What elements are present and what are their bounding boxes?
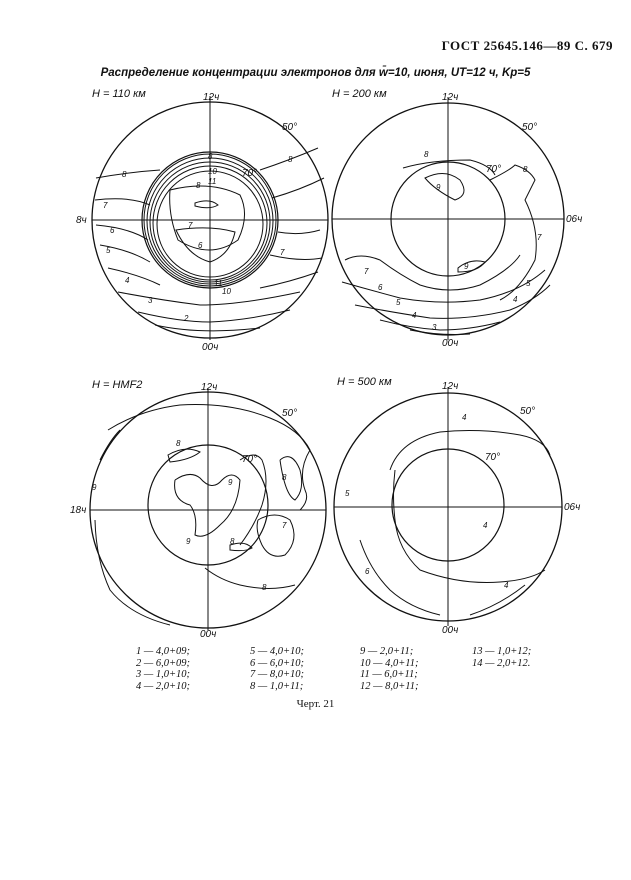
contour-label: 7	[282, 521, 287, 530]
legend-item: 6 — 6,0+10;	[250, 657, 305, 669]
legend-item: 3 — 1,0+10;	[136, 669, 191, 680]
contour-label: 4	[483, 521, 488, 530]
legend-item: 2 — 6,0+09;	[136, 657, 191, 669]
legend-item: 10 — 4,0+11;	[360, 657, 419, 669]
contour-label: 10	[222, 287, 231, 296]
contour-label: 7	[103, 201, 108, 210]
contour-label: 9	[228, 478, 233, 487]
legend-item: 13 — 1,0+12;	[472, 646, 532, 657]
legend-item: 4 — 2,0+10;	[136, 680, 191, 692]
panel-hmf2-left-label: 18ч	[70, 505, 87, 516]
contour-label: 8	[523, 165, 528, 174]
panel-hmf2-title: H = HMF2	[92, 379, 143, 391]
contour-label: 4	[412, 311, 417, 320]
legend-item: 8 — 1,0+11;	[250, 680, 304, 692]
contour-label: 5	[396, 298, 401, 307]
contour-label: 4	[513, 295, 518, 304]
panel-110km-title: H = 110 км	[92, 88, 146, 100]
contour-label: 7	[537, 233, 542, 242]
contour-label: 5	[106, 246, 111, 255]
panel-500km-title: H = 500 км	[337, 376, 392, 388]
contour-label: 9	[436, 183, 441, 192]
figure-caption: Черт. 21	[296, 698, 335, 710]
panel-500km-labels	[337, 376, 580, 636]
contour-label: 9	[92, 483, 97, 492]
legend-column	[360, 646, 419, 692]
contour-label: 3	[432, 323, 437, 332]
legend-item: 14 — 2,0+12.	[472, 657, 531, 669]
contour-label: 5	[526, 279, 531, 288]
contour-label: 6	[110, 226, 115, 235]
legend-column	[136, 646, 190, 692]
contour-label: 9	[464, 262, 469, 271]
contour-label: 6	[365, 567, 370, 576]
panel-hmf2-top-label: 12ч	[201, 382, 218, 393]
panel-110km-lat-70: 70°	[242, 168, 258, 179]
contour-label: 4	[125, 276, 130, 285]
contour-label: 8	[288, 155, 293, 164]
panel-200km-lat-70: 70°	[486, 164, 502, 175]
panel-500km-lat-50: 50°	[520, 406, 536, 417]
contour-label: 4	[504, 581, 509, 590]
panel-200km-lat-50: 50°	[522, 122, 538, 133]
panel-200km-top-label: 12ч	[442, 92, 459, 103]
legend-item: 9 — 2,0+11;	[360, 646, 414, 657]
legend-item: 11 — 6,0+11;	[360, 669, 418, 680]
contour-label: 7	[364, 267, 369, 276]
panel-200km-bottom-label: 00ч	[442, 338, 459, 349]
contour-label: 6	[198, 241, 203, 250]
panel-500km-bottom-label: 00ч	[442, 625, 459, 636]
contour-label: 6	[378, 283, 383, 292]
panel-110km-lat-50: 50°	[282, 122, 298, 133]
legend-item: 1 — 4,0+09;	[136, 646, 191, 657]
panel-110km-bottom-label: 00ч	[202, 342, 219, 353]
contour-label: 11	[214, 279, 223, 288]
panel-500km-top-label: 12ч	[442, 381, 459, 392]
contour-label: 8	[262, 583, 267, 592]
panel-200km-right-label: 06ч	[566, 214, 583, 225]
contour-label: 8	[282, 473, 287, 482]
panel-hmf2-bottom-label: 00ч	[200, 629, 217, 640]
contour-label: 7	[280, 248, 285, 257]
contour-label: 5	[345, 489, 350, 498]
panel-hmf2-lat-50: 50°	[282, 408, 298, 419]
contour-label: 8	[424, 150, 429, 159]
panel-110km-left-label: 8ч	[76, 215, 87, 226]
contour-label: 10	[208, 167, 217, 176]
contour-label: 7	[188, 221, 193, 230]
legend-item: 5 — 4,0+10;	[250, 646, 305, 657]
figure-title: Распределение концентрации электронов для w̄=10, июня, UT=12 ч, Kp=5	[100, 67, 531, 79]
legend-item: 7 — 8,0+10;	[250, 669, 305, 680]
contour-label: 8	[196, 181, 201, 190]
panel-500km-right-label: 06ч	[564, 502, 581, 513]
legend-column	[472, 646, 531, 669]
panel-110km-top-label: 12ч	[203, 92, 220, 103]
contour-label: 8	[176, 439, 181, 448]
contour-label: 8	[208, 152, 213, 161]
contour-label: 4	[462, 413, 467, 422]
panel-500km-lat-70: 70°	[485, 452, 501, 463]
legend-column	[250, 646, 304, 692]
panel-hmf2-map	[90, 388, 326, 630]
contour-label: 9	[186, 537, 191, 546]
panel-500km-map	[334, 387, 562, 626]
contour-label: 3	[148, 296, 153, 305]
contour-label: 8	[122, 170, 127, 179]
panel-200km-title: H = 200 км	[332, 88, 387, 100]
contour-label: 11	[208, 177, 217, 186]
legend-item: 12 — 8,0+11;	[360, 680, 419, 692]
contour-label: 8	[230, 537, 235, 546]
panel-200km-map	[332, 97, 564, 340]
panel-hmf2-lat-70: 70°	[242, 454, 258, 465]
contour-label: 2	[184, 314, 189, 323]
page-header: ГОСТ 25645.146—89 С. 679	[441, 38, 613, 53]
